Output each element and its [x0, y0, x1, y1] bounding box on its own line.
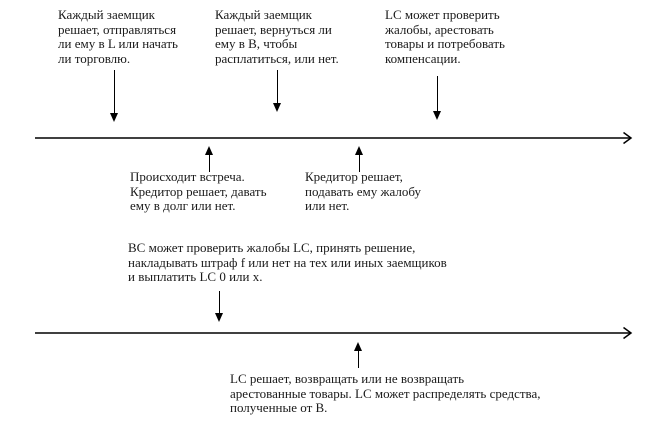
arrow-head-down-icon — [433, 111, 441, 120]
annotation-borrower-depart — [58, 8, 178, 66]
arrow-head-down-icon — [110, 113, 118, 122]
text-line: Кредитор решает, давать — [130, 183, 267, 199]
down-arrow-borrower-return — [273, 70, 282, 112]
down-arrow-borrower-depart — [110, 70, 119, 122]
text-line: накладывать штраф f или нет на тех или иных заемщиков — [128, 254, 447, 270]
arrow-stem — [358, 350, 360, 368]
timeline-arrow-line — [35, 326, 633, 340]
text-line: LC решает, возвращать или не возвращать — [230, 371, 465, 386]
text-line: LC может проверить — [385, 7, 500, 22]
annotation-lc-check-complaints — [385, 8, 505, 66]
text-line: ли торговлю. — [58, 50, 131, 66]
annotation-borrower-return — [215, 8, 339, 66]
text-line: подавать ему жалобу — [305, 183, 421, 199]
text-line: решает, вернуться ли — [215, 21, 332, 37]
down-arrow-lc-check — [433, 76, 442, 120]
arrow-stem — [114, 70, 116, 114]
text-line: ему в долг или нет. — [130, 198, 236, 213]
timeline-arrow-line — [35, 131, 633, 145]
text-line: и выплатить LC 0 или x. — [128, 269, 263, 284]
text-line: Происходит встреча. — [130, 169, 245, 184]
annotation-lc-return-goods — [230, 372, 541, 416]
down-arrow-bc-review — [215, 291, 224, 322]
text-line: товары и потребовать — [385, 36, 505, 51]
arrow-stem — [437, 76, 439, 112]
timeline-1-axis — [35, 131, 633, 145]
text-line: или нет. — [305, 198, 350, 213]
arrow-head-up-icon — [354, 342, 362, 351]
text-line: компенсации. — [385, 50, 461, 66]
timeline-2-axis — [35, 326, 633, 340]
up-arrow-lc-return-goods — [354, 342, 363, 368]
text-line: ВС может проверить жалобы LC, принять решение, — [128, 240, 416, 255]
arrow-stem — [277, 70, 279, 104]
arrow-head-down-icon — [215, 313, 223, 322]
text-line: полученные от B. — [230, 400, 328, 415]
text-line: ли ему в L или начать — [58, 36, 178, 51]
arrow-head-up-icon — [355, 146, 363, 155]
text-line: арестованные товары. LC может распределять средства, — [230, 385, 541, 401]
arrow-stem — [219, 291, 221, 314]
text-line: жалобы, арестовать — [385, 21, 494, 37]
annotation-bc-review — [128, 241, 447, 285]
text-line: решает, отправляться — [58, 21, 177, 37]
text-line: Каждый заемщик — [215, 7, 312, 22]
text-line: расплатиться, или нет. — [215, 50, 339, 66]
text-line: ему в B, чтобы — [215, 36, 298, 51]
arrow-head-up-icon — [205, 146, 213, 155]
arrow-head-down-icon — [273, 103, 281, 112]
text-line: Кредитор решает, — [305, 169, 403, 184]
text-line: Каждый заемщик — [58, 7, 155, 22]
annotation-meeting-lend — [130, 170, 267, 214]
annotation-creditor-complaint — [305, 170, 421, 214]
